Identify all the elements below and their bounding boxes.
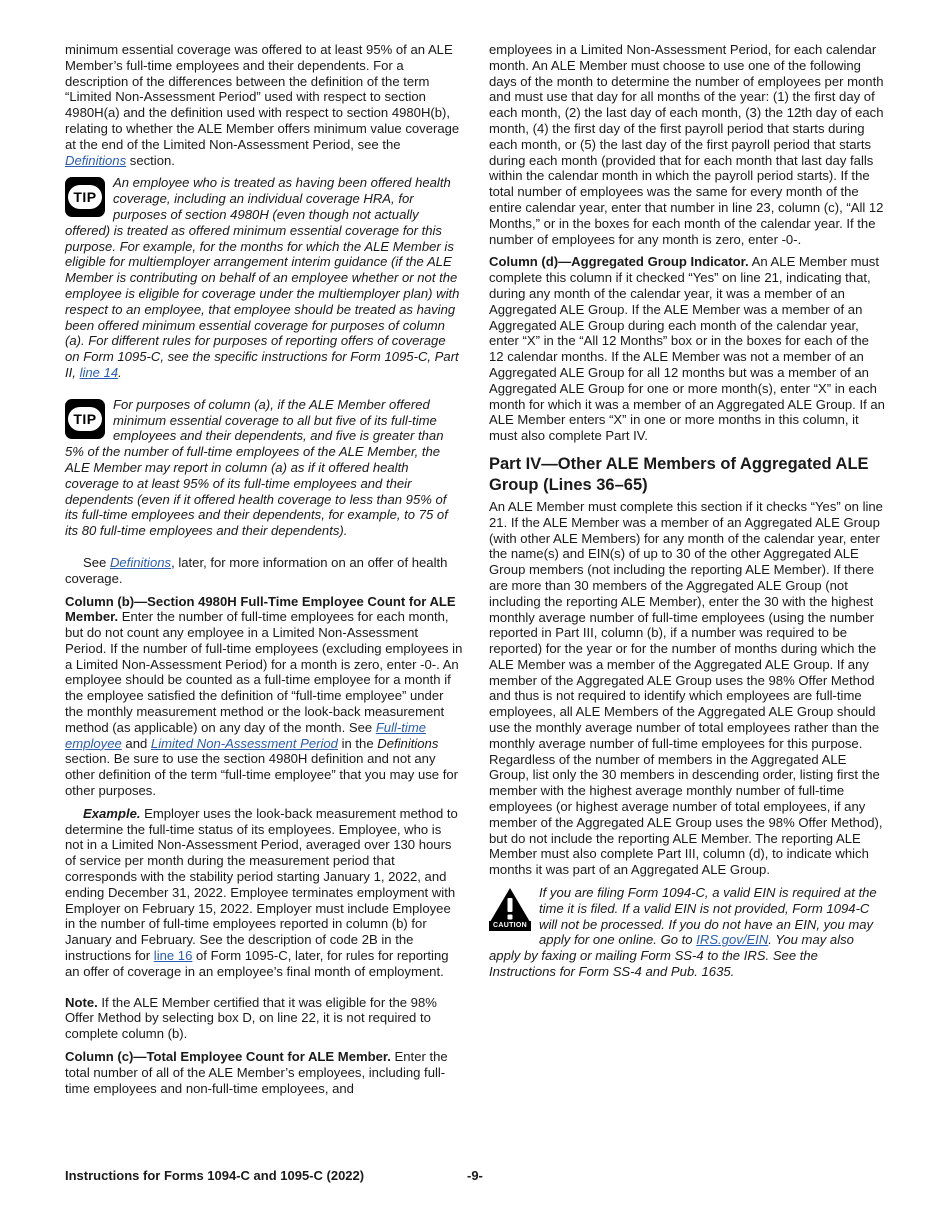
column-c-heading: Column (c)—Total Employee Count for ALE Member. xyxy=(65,1049,391,1065)
irs-ein-link[interactable]: IRS.gov/EIN xyxy=(696,932,769,948)
note-paragraph: Note. If the ALE Member certified that it was eligible for the 98% Offer Method by selecting box D, on line 22, it is not required to complete column (b). xyxy=(65,994,437,1042)
part-iv-paragraph: An ALE Member must complete this section if it checks “Yes” on line 21. If the ALE Member was a member of an Aggregated ALE Group (with other ALE Members) for any month of the calendar year, enter the name(s) and EIN(s) of up to 30 of the other Aggregated ALE Group members (not including the reporting ALE Member). If there are more than 30 members of the Aggregated ALE Group (not including the reporting ALE Member), enter the 30 with the highest monthly average number of full-time employees (using the number reported in Part III, column (b), if a number was required to be reported) for the year or for the number of months during which the ALE Member was a member of the Aggregated ALE Group. If any member of the Aggregated ALE Group uses the 98% Offer Method and thus is not required to identify which employees are full-time employees, all ALE Members of the Aggregated ALE Group should use the monthly average number of total employees rather than the monthly average number of full-time employees for this purpose. Regardless of the number of members in the Aggregated ALE Group, list only the 30 members in descending order, listing first the member with the highest average monthly number of full-time employees (or highest average number of total employees, if any member of the Aggregated ALE Group uses the 98% Offer Method), but do not include the reporting ALE Member. The reporting ALE Member must also complete Part III, column (d), to indicate which months it was part of an Aggregated ALE Group. xyxy=(489,498,883,878)
column-d-heading: Column (d)—Aggregated Group Indicator. xyxy=(489,254,749,270)
example-heading: Example. xyxy=(83,805,141,821)
tip-icon: TIP xyxy=(65,399,105,439)
column-b-heading: Column (b)—Section 4980H Full-Time Employee Count for ALE Member. xyxy=(65,593,456,625)
tip-note-1: TIP An employee who is treated as having been offered health coverage, including an individual coverage HRA, for purposes of section 4980H (even though not actually offered) is treated as offered minimum essential coverage for this purpose. For example, for the months for which the ALE Member is eligible for multiemployer arrangement interim guidance (if the ALE Member is contributing on behalf of an employee whether or not the employee is eligible for coverage under the multiemployer plan) with respect to an employee, that employee should be treated as having been offered minimum essential coverage for purposes of column (a). For different rules for purposes of reporting offers of coverage on Form 1095-C, see the specific instructions for Form 1095-C, Part II, line 14. xyxy=(65,175,460,380)
column-d-paragraph: Column (d)—Aggregated Group Indicator. An ALE Member must complete this column if it checked “Yes” on line 21, indicating that, during any month of the calendar year, it was a member of an Aggregated ALE Group. If the ALE Member was a member of an Aggregated ALE Group during each month of the calendar year, enter “X” in the “All 12 Months” box or in the boxes for each of the 12 calendar months. If the ALE Member was not a member of an Aggregated ALE Group for all 12 months but was a member of an Aggregated ALE Group for one or more month(s), enter “X” in each month for which it was a member of an Aggregated ALE Group. If an ALE Member enters “X” in one or more months in this column, it must also complete Part IV. xyxy=(489,254,885,444)
intro-paragraph: minimum essential coverage was offered to at least 95% of an ALE Member’s full-time employees and their dependents. For a description of the differences between the definition of the term “Limited Non-Assessment Period” used with respect to section 4980H(a) and the definition used with respect to section 4980H(b), relating to whether the ALE Member offers minimum value coverage at the end of the Limited Non-Assessment Period, see the Definitions section. xyxy=(65,42,460,168)
caution-note: CAUTION If you are filing Form 1094-C, a valid EIN is required at the time it is filed. If a valid EIN is not provided, Form 1094-C will not be processed. If you do not have an EIN, you may apply for one online. Go to IRS.gov/EIN. You may also apply by faxing or mailing Form SS-4 to the IRS. See the Instructions for Form SS-4 and Pub. 1635. xyxy=(489,885,877,980)
full-time-employee-link[interactable]: Full-time employee xyxy=(65,719,427,751)
tip-icon: TIP xyxy=(65,177,105,217)
part-iv-heading: Part IV—Other ALE Members of Aggregated ALE Group (Lines 36–65) xyxy=(489,454,869,494)
footer-title: Instructions for Forms 1094-C and 1095-C (2022) xyxy=(65,1168,365,1183)
warning-triangle-icon xyxy=(489,887,531,923)
see-definitions-paragraph: See Definitions, later, for more information on an offer of health coverage. xyxy=(65,554,448,586)
limited-non-assessment-period-link[interactable]: Limited Non-Assessment Period xyxy=(150,735,338,751)
left-column xyxy=(65,42,463,1103)
column-c-paragraph: Column (c)—Total Employee Count for ALE Member. Enter the total number of all of the ALE Member’s employees, including full-time employees and non-full-time employees, and xyxy=(65,1049,448,1096)
tip-note-2: TIP For purposes of column (a), if the ALE Member offered minimum essential coverage to all but five of its full-time employees and their dependents, and five is greater than 5% of the number of full-time employees of the ALE Member, the ALE Member may report in column (a) as if it offered health coverage to at least 95% of its full-time employees and their dependents (even if it offered health coverage to less than 95% of its full-time employees and their dependents, for example, to 75 of its 80 full-time employees and their dependents). xyxy=(65,396,448,539)
note-heading: Note. xyxy=(65,994,98,1010)
caution-icon: CAUTION xyxy=(489,887,531,931)
line-14-link[interactable]: line 14 xyxy=(79,364,119,380)
definitions-link[interactable]: Definitions xyxy=(65,152,127,168)
column-b-paragraph: Column (b)—Section 4980H Full-Time Employee Count for ALE Member. Enter the number of full-time employees for each month, but do not count any employee in a Limited Non-Assessment Period. If the number of full-time employees (excluding employees in a Limited Non-Assessment Period) for a month is zero, enter -0-. An employee should be counted as a full-time employee for a month if the employee satisfied the definition of “full-time employee” under the monthly measurement method or the look-back measurement method (as applicable) on any day of the month. See Full-time employee and Limited Non-Assessment Period in the Definitions section. Be sure to use the section 4980H definition and not any other definition of the term “full-time employee” that you may use for other purposes. xyxy=(65,593,463,799)
example-paragraph: Example. Employer uses the look-back measurement method to determine the full-time status of its employees. Employee, who is not in a Limited Non-Assessment Period, averaged over 130 hours of service per month during the measurement period that corresponds with the stability period starting January 1, 2022, and ending December 31, 2022. Employee terminates employment with Employer on February 15, 2022. Employer must include Employee in the number of full-time employees reported in column (b) for January and February. See the description of code 2B in the instructions for line 16 of Form 1095-C, later, for rules for reporting an offer of coverage in an employee’s final month of employment. xyxy=(65,805,458,979)
definitions-link[interactable]: Definitions xyxy=(109,554,172,570)
right-column xyxy=(489,42,887,988)
column-c-continued-paragraph: employees in a Limited Non-Assessment Period, for each calendar month. An ALE Member must choose to use one of the following days of the month to determine the number of employees per month and must use that day for all months of the year: (1) the first day of each month, (2) the last day of each month, (3) the 12th day of each month, (4) the first day of the first payroll period that starts during each month, or (5) the last day of the first payroll period that starts during each month (provided that for each month that last day falls within the calendar month in which the payroll period starts). If the total number of employees was the same for every month of the entire calendar year, enter that number in line 23, column (c), “All 12 Months,” or in the boxes for each month of the calendar year. If the number of employees for any month is zero, enter -0-. xyxy=(489,42,884,247)
page-number: -9- xyxy=(467,1168,483,1183)
line-16-link[interactable]: line 16 xyxy=(153,948,193,964)
